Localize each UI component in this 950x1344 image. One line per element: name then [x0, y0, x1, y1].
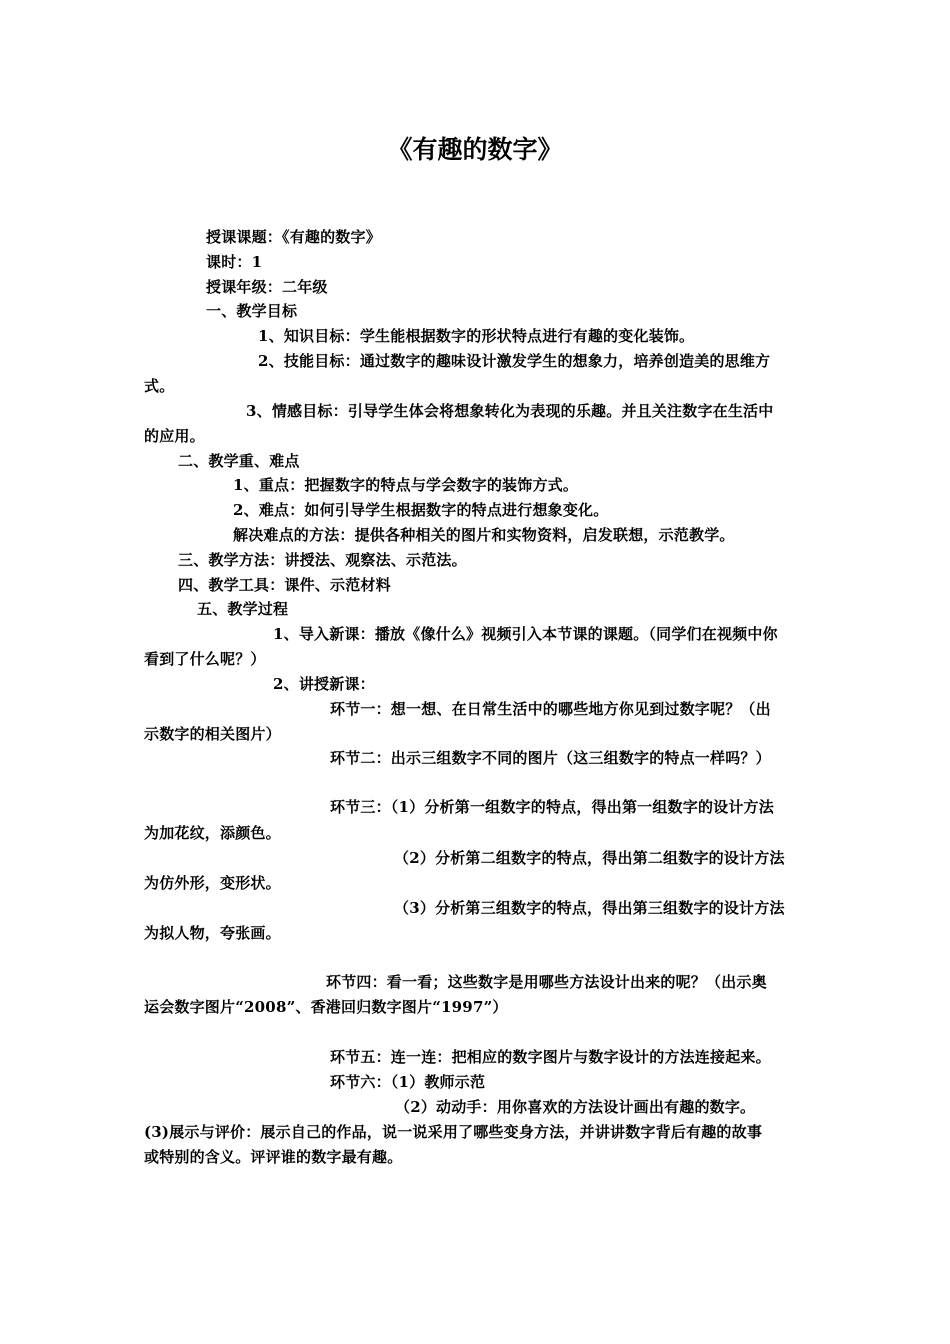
text-line: 环节一：想一想、在日常生活中的哪些地方你见到过数字呢？（出 [330, 700, 771, 718]
text-line: 二、教学重、难点 [178, 452, 300, 470]
text-line: 1、知识目标：学生能根据数字的形状特点进行有趣的变化装饰。 [258, 327, 695, 345]
text-line: 一、教学目标 [206, 302, 298, 320]
text-line: （2）分析第二组数字的特点，得出第二组数字的设计方法 [394, 849, 785, 867]
text-line: 五、教学过程 [197, 600, 289, 618]
text-line: 环节五：连一连：把相应的数字图片与数字设计的方法连接起来。 [330, 1048, 771, 1066]
text-line: 2、讲授新课： [273, 675, 375, 693]
text-line: 的应用。 [144, 427, 205, 445]
text-line: 为加花纹，添颜色。 [144, 824, 281, 842]
text-line: 1、导入新课：播放《像什么》视频引入本节课的课题。（同学们在视频中你 [273, 625, 778, 643]
text-line: 环节六：（1）教师示范 [330, 1073, 486, 1091]
text-line: 3、情感目标：引导学生体会将想象转化为表现的乐趣。并且关注数字在生活中 [246, 402, 774, 420]
text-line: （2）动动手：用你喜欢的方法设计画出有趣的数字。 [395, 1098, 756, 1116]
text-line: 式。 [144, 377, 175, 395]
text-line: 授课课题：《有趣的数字》 [206, 228, 381, 246]
text-line: (3)展示与评价：展示自己的作品，说一说采用了哪些变身方法，并讲讲数字背后有趣的故事 [144, 1123, 763, 1141]
text-line: 授课年级：二年级 [206, 278, 328, 296]
text-line: 1、重点：把握数字的特点与学会数字的装饰方式。 [233, 476, 579, 494]
text-line: （3）分析第三组数字的特点，得出第三组数字的设计方法 [394, 899, 785, 917]
document-title: 《有趣的数字》 [387, 135, 563, 164]
text-line: 2、技能目标：通过数字的趣味设计激发学生的想象力，培养创造美的思维方 [258, 352, 771, 370]
text-line: 为拟人物，夸张画。 [144, 924, 281, 942]
text-line: 为仿外形，变形状。 [144, 874, 281, 892]
text-line: 运会数字图片“2008”、香港回归数字图片“1997”） [144, 998, 508, 1016]
text-line: 课时：1 [206, 253, 263, 271]
text-line: 环节四：看一看；这些数字是用哪些方法设计出来的呢？（出示奥 [326, 973, 767, 991]
text-line: 解决难点的方法：提供各种相关的图片和实物资料，启发联想，示范教学。 [233, 526, 735, 544]
text-line: 环节三：（1）分析第一组数字的特点，得出第一组数字的设计方法 [330, 798, 774, 816]
text-line: 三、教学方法：讲授法、观察法、示范法。 [178, 551, 467, 569]
text-line: 示数字的相关图片） [144, 725, 281, 743]
text-line: 四、教学工具：课件、示范材料 [178, 576, 391, 594]
text-line: 看到了什么呢？） [144, 650, 266, 668]
text-line: 2、难点：如何引导学生根据数字的特点进行想象变化。 [233, 501, 609, 519]
text-line: 或特别的含义。评评谁的数字最有趣。 [144, 1148, 403, 1166]
text-line: 环节二：出示三组数字不同的图片（这三组数字的特点一样吗？） [330, 749, 771, 767]
